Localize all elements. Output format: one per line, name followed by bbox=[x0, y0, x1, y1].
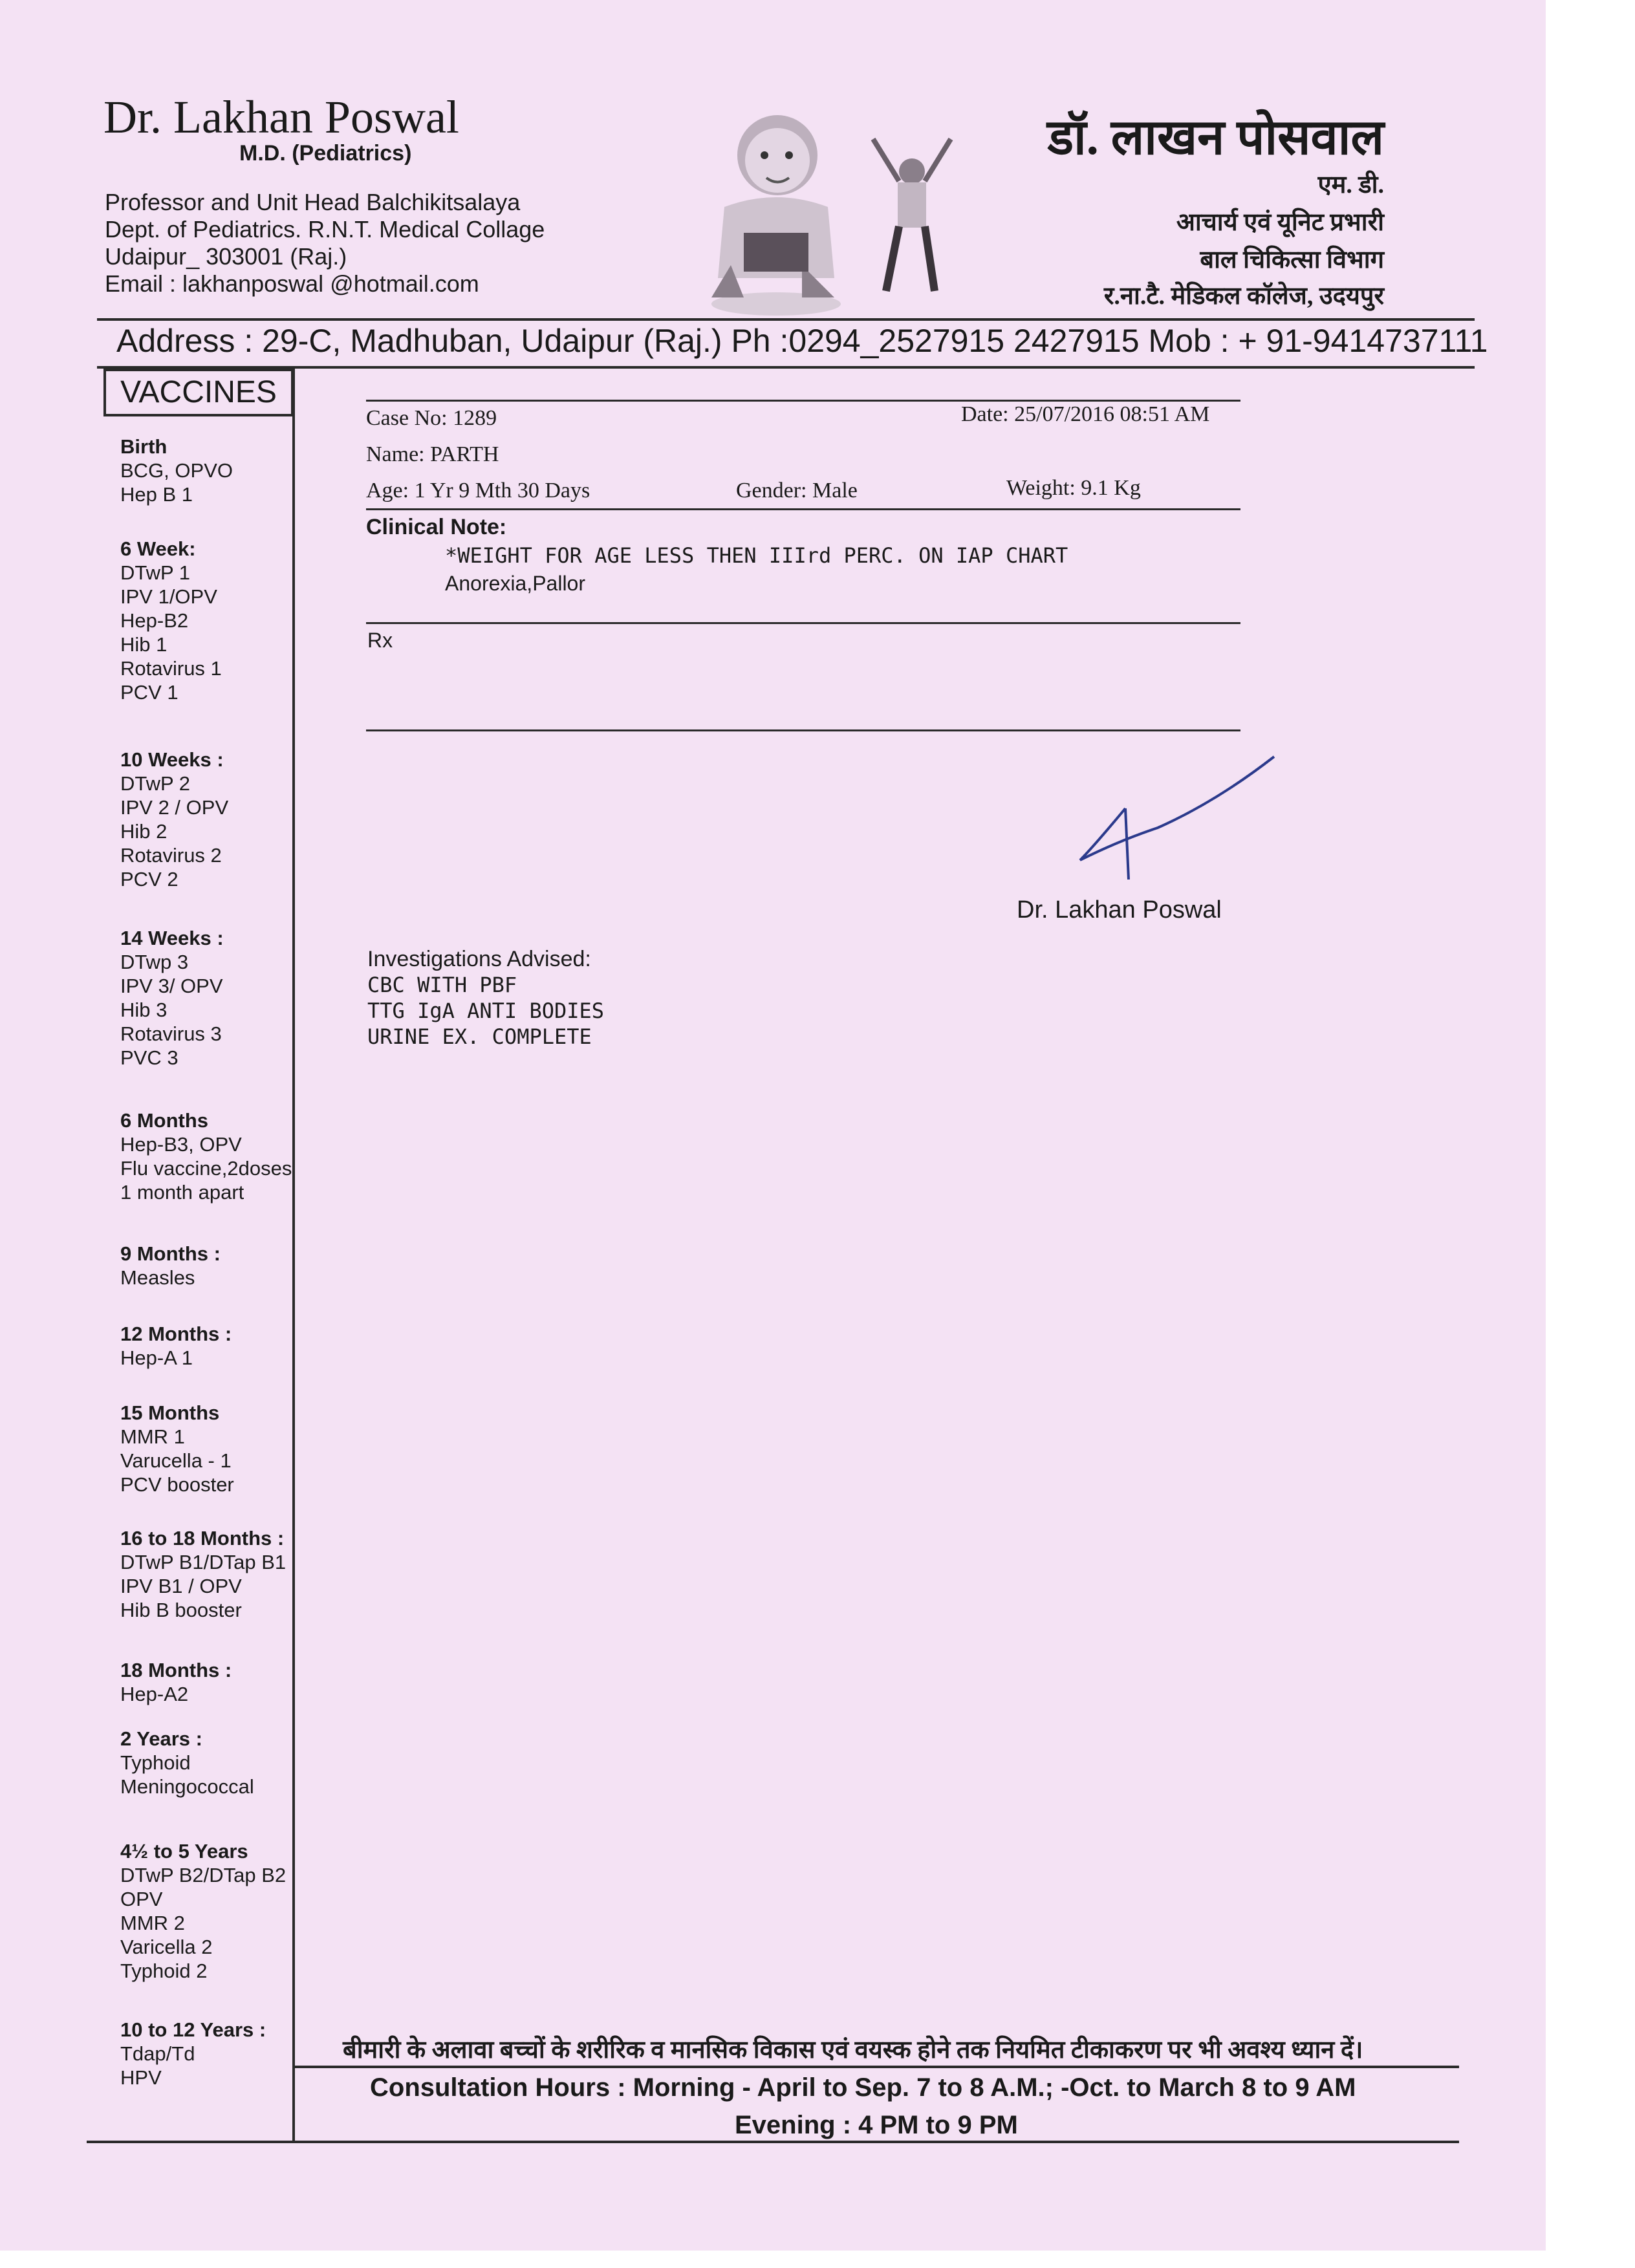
vaccine-group-heading: 16 to 18 Months : bbox=[120, 1527, 285, 1550]
vaccine-item: PCV 1 bbox=[120, 681, 179, 704]
vaccine-item: DTwP B1/DTap B1 bbox=[120, 1551, 287, 1573]
patient-age: Age: 1 Yr 9 Mth 30 Days bbox=[366, 479, 590, 502]
investigation-item-2: TTG IgA ANTI BODIES bbox=[367, 999, 605, 1023]
vaccine-item: BCG, OPVO bbox=[120, 459, 233, 482]
vaccine-group bbox=[120, 1401, 234, 1496]
vaccine-group-heading: 12 Months : bbox=[120, 1323, 232, 1345]
vaccine-item: DTwP 2 bbox=[120, 772, 190, 795]
vaccine-item: IPV 2 / OPV bbox=[120, 796, 229, 819]
header-divider-bottom bbox=[97, 366, 1475, 369]
vaccine-group bbox=[120, 1242, 221, 1290]
vaccine-group bbox=[120, 537, 222, 704]
vaccine-item: Hib B booster bbox=[120, 1599, 242, 1621]
vaccine-item: Measles bbox=[120, 1266, 195, 1289]
vaccine-group-heading: 4½ to 5 Years bbox=[120, 1840, 248, 1863]
vaccine-group bbox=[120, 926, 224, 1070]
hindi-line-2: आचार्य एवं यूनिट प्रभारी bbox=[1176, 209, 1384, 236]
clinical-note-label: Clinical Note: bbox=[366, 515, 507, 539]
vaccine-item: Hib 3 bbox=[120, 999, 168, 1021]
vaccine-item: DTwP B2/DTap B2 bbox=[120, 1864, 287, 1886]
clinical-note-line-2: Anorexia,Pallor bbox=[445, 572, 585, 595]
vaccine-item: PCV 2 bbox=[120, 868, 179, 891]
info-line-2: Dept. of Pediatrics. R.N.T. Medical Collage bbox=[105, 216, 545, 243]
hindi-line-4: र.ना.टै. मेडिकल कॉलेज, उदयपुर bbox=[1103, 283, 1384, 310]
vaccine-item: MMR 2 bbox=[120, 1912, 185, 1934]
vaccine-group bbox=[120, 1108, 292, 1204]
clinical-note-line-1: *WEIGHT FOR AGE LESS THEN IIIrd PERC. ON IAP CHART bbox=[445, 543, 1068, 568]
vaccine-group bbox=[120, 748, 228, 891]
vaccines-title: VACCINES bbox=[103, 369, 294, 416]
vaccine-group-heading: 6 Months bbox=[120, 1109, 209, 1132]
signature-mark bbox=[1067, 750, 1281, 880]
vaccine-item: Hep B 1 bbox=[120, 483, 193, 506]
footer-rule-top bbox=[295, 2066, 1459, 2068]
vaccine-item: Typhoid 2 bbox=[120, 1960, 208, 1982]
info-line-4: Email : lakhanposwal @hotmail.com bbox=[105, 270, 479, 297]
vaccine-item: PVC 3 bbox=[120, 1046, 179, 1069]
vaccine-group-heading: 10 Weeks : bbox=[120, 748, 224, 771]
patient-top-rule bbox=[366, 400, 1240, 402]
vaccine-group-heading: 18 Months : bbox=[120, 1659, 232, 1681]
info-line-3: Udaipur_ 303001 (Raj.) bbox=[105, 243, 347, 270]
rx-rule bbox=[366, 729, 1240, 731]
vaccine-item: Rotavirus 2 bbox=[120, 844, 222, 867]
info-line-1: Professor and Unit Head Balchikitsalaya bbox=[105, 189, 521, 215]
vaccine-item: Flu vaccine,2doses bbox=[120, 1157, 292, 1180]
vaccine-item: Hep-B2 bbox=[120, 609, 189, 632]
vaccine-group bbox=[120, 1526, 286, 1622]
consultation-hours-evening: Evening : 4 PM to 9 PM bbox=[735, 2111, 1018, 2139]
vaccine-item: Rotavirus 3 bbox=[120, 1022, 222, 1045]
patient-gender: Gender: Male bbox=[736, 479, 858, 502]
doctor-degree: M.D. (Pediatrics) bbox=[239, 141, 412, 166]
vaccine-item: DTwp 3 bbox=[120, 951, 189, 973]
vaccine-item: IPV B1 / OPV bbox=[120, 1575, 242, 1597]
consultation-hours-morning: Consultation Hours : Morning - April to Sep. 7 to 8 A.M.; -Oct. to March 8 to 9 AM bbox=[370, 2073, 1356, 2102]
investigations-label: Investigations Advised: bbox=[367, 947, 591, 971]
header-divider-top bbox=[97, 318, 1475, 321]
vaccine-group bbox=[120, 1839, 286, 1983]
vaccine-item: DTwP 1 bbox=[120, 561, 190, 584]
vaccine-item: Hib 2 bbox=[120, 820, 168, 843]
vaccine-group bbox=[120, 2018, 266, 2090]
vaccine-item: Hib 1 bbox=[120, 633, 168, 656]
hindi-line-3: बाल चिकित्सा विभाग bbox=[1200, 246, 1384, 274]
patient-name: Name: PARTH bbox=[366, 442, 499, 466]
vaccine-item: Hep-A 1 bbox=[120, 1346, 193, 1369]
vaccine-item: HPV bbox=[120, 2066, 162, 2089]
doctor-name: Dr. Lakhan Poswal bbox=[103, 91, 459, 143]
vaccine-item: Meningococcal bbox=[120, 1775, 254, 1798]
vaccine-group-heading: 14 Weeks : bbox=[120, 927, 224, 949]
investigation-item-3: URINE EX. COMPLETE bbox=[367, 1024, 592, 1049]
vaccine-item: Varucella - 1 bbox=[120, 1449, 232, 1472]
vaccine-group-heading: 15 Months bbox=[120, 1401, 220, 1424]
hindi-vaccination-note: बीमारी के अलावा बच्चों के शरीरिक व मानसिक विकास एवं वयस्क होने तक नियमित टीकाकरण पर भी अवश्य ध्यान दें। bbox=[343, 2036, 1363, 2064]
signature-name: Dr. Lakhan Poswal bbox=[1017, 896, 1222, 923]
vaccine-item: Hep-A2 bbox=[120, 1683, 189, 1705]
vaccine-item: OPV bbox=[120, 1888, 163, 1910]
baby-photo bbox=[705, 110, 847, 317]
vaccine-group-heading: 9 Months : bbox=[120, 1242, 221, 1265]
vaccine-group bbox=[120, 1658, 232, 1706]
vaccine-group-heading: Birth bbox=[120, 435, 168, 458]
vaccine-item: IPV 1/OPV bbox=[120, 585, 217, 608]
footer-rule-bottom bbox=[87, 2141, 1459, 2143]
vaccine-item: PCV booster bbox=[120, 1473, 234, 1496]
vaccine-group bbox=[120, 1322, 232, 1370]
vaccine-item: Rotavirus 1 bbox=[120, 657, 222, 680]
vaccine-item: 1 month apart bbox=[120, 1181, 244, 1204]
investigation-item-1: CBC WITH PBF bbox=[367, 973, 517, 997]
vaccine-group-heading: 6 Week: bbox=[120, 537, 196, 560]
rx-label: Rx bbox=[367, 629, 393, 652]
clinical-note-rule bbox=[366, 622, 1240, 624]
vaccine-group-heading: 10 to 12 Years : bbox=[120, 2018, 266, 2041]
address-line: Address : 29-C, Madhuban, Udaipur (Raj.) Ph :0294_2527915 2427915 Mob : + 91-9414737111 bbox=[116, 323, 1488, 359]
visit-date: Date: 25/07/2016 08:51 AM bbox=[961, 402, 1210, 426]
vaccine-group-heading: 2 Years : bbox=[120, 1727, 202, 1750]
hindi-line-1: एम. डी. bbox=[1317, 171, 1384, 199]
vaccine-item: Typhoid bbox=[120, 1751, 191, 1774]
patient-bottom-rule bbox=[366, 508, 1240, 510]
vaccine-item: Tdap/Td bbox=[120, 2042, 195, 2065]
vaccine-item: Varicella 2 bbox=[120, 1936, 213, 1958]
patient-weight: Weight: 9.1 Kg bbox=[1006, 476, 1141, 500]
vaccine-group bbox=[120, 1727, 254, 1798]
vaccine-group bbox=[120, 435, 233, 506]
sidebar-divider bbox=[292, 366, 295, 2141]
vaccine-item: Hep-B3, OPV bbox=[120, 1133, 242, 1156]
doctor-name-hindi: डॉ. लाखन पोसवाल bbox=[1047, 111, 1384, 165]
vaccine-item: IPV 3/ OPV bbox=[120, 975, 223, 997]
vaccine-item: MMR 1 bbox=[120, 1425, 185, 1448]
jumping-child-photo bbox=[860, 136, 964, 304]
case-number: Case No: 1289 bbox=[366, 406, 497, 430]
